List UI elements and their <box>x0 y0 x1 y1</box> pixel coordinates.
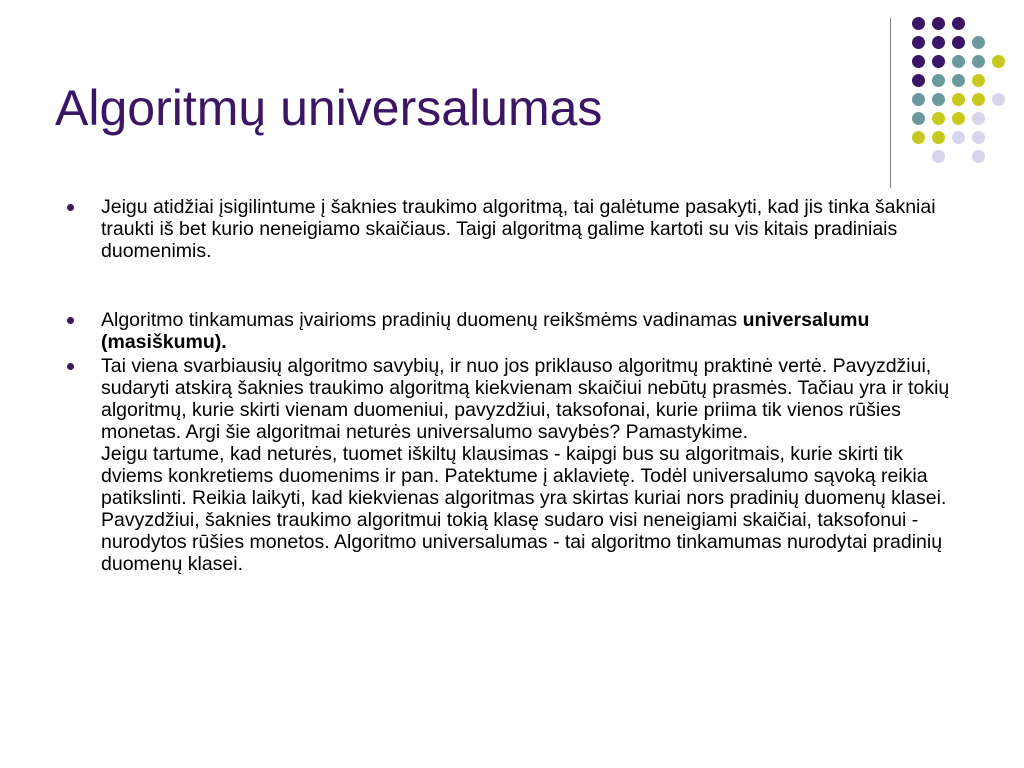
bullet-item <box>64 196 964 262</box>
bullet-text-continued: Jeigu tartume, kad neturės, tuomet iškiltų klausimas - kaipgi bus su algoritmais, kurie skirti tik dviems konkretiems duomenims ir pan. Patektume į aklavietę. Todėl universalumo sąvoką reikia patikslinti. Reikia laikyti, kad kiekvienas algoritmas yra skirtas kuriai nors pradinių duomenų klasei. Pavyzdžiui, šaknies traukimo algoritmui tokią klasę sudaro visi neneigiami skaičiai, taksofonui - nurodytos rūšies monetos. Algoritmo universalumas - tai algoritmo tinkamumas nurodytai pradinių duomenų klasei. <box>101 443 947 575</box>
decorative-dot <box>932 150 945 163</box>
bullet-text: Jeigu atidžiai įsigilintume į šaknies traukimo algoritmą, tai galėtume pasakyti, kad jis tinka šakniai traukti iš bet kurio neneigiamo skaičiaus. Taigi algoritmą galime kartoti su vis kitais pradiniais duomenimis. <box>101 196 936 262</box>
decorative-dot <box>932 55 945 68</box>
decorative-dot <box>912 55 925 68</box>
bullet-icon <box>67 363 74 370</box>
decorative-dot <box>912 74 925 87</box>
decorative-dot <box>972 74 985 87</box>
bullet-icon <box>67 317 74 324</box>
bullet-item <box>64 309 964 353</box>
bullet-text: Tai viena svarbiausių algoritmo savybių, ir nuo jos priklauso algoritmų praktinė vertė. Pavyzdžiui, sudaryti atskirą šaknies traukimo algoritmą kiekvienam skaičiui nebūtų prasmės. Tačiau yra ir tokių algoritmų, kurie skirti vienam duomeniui, pavyzdžiui, taksofonai, kurie priima tik vienos rūšies monetas. Argi šie algoritmai neturės universalumo savybės? Pamastykime. <box>101 355 950 443</box>
decorative-dot <box>952 131 965 144</box>
decorative-dot <box>912 131 925 144</box>
bullet-list <box>64 196 964 575</box>
decorative-dot <box>932 17 945 30</box>
decorative-dot <box>952 74 965 87</box>
decorative-dot <box>932 36 945 49</box>
decorative-dot <box>972 112 985 125</box>
decorative-dot <box>952 112 965 125</box>
decorative-dot <box>952 36 965 49</box>
slide-title: Algoritmų universalumas <box>55 80 603 136</box>
decorative-dot <box>952 93 965 106</box>
decorative-dot <box>952 17 965 30</box>
decorative-dot <box>932 74 945 87</box>
decorative-dot <box>992 93 1005 106</box>
decorative-dot <box>912 112 925 125</box>
divider-line <box>890 18 891 188</box>
decorative-dot <box>912 36 925 49</box>
decorative-dot <box>972 93 985 106</box>
decorative-dot <box>932 131 945 144</box>
decorative-dot <box>932 93 945 106</box>
decorative-dot <box>972 36 985 49</box>
bullet-text: Algoritmo tinkamumas įvairioms pradinių duomenų reikšmėms vadinamas <box>101 309 743 331</box>
bullet-item <box>64 355 964 575</box>
decorative-dot <box>932 112 945 125</box>
bullet-bold-term: universalumu (masiškumu). <box>101 309 870 353</box>
bullet-icon <box>67 204 74 211</box>
decorative-dot <box>952 55 965 68</box>
decorative-dot <box>972 55 985 68</box>
decorative-dot <box>972 150 985 163</box>
decorative-dot <box>912 17 925 30</box>
decorative-dot <box>992 55 1005 68</box>
decorative-dot <box>912 93 925 106</box>
decorative-dot <box>972 131 985 144</box>
